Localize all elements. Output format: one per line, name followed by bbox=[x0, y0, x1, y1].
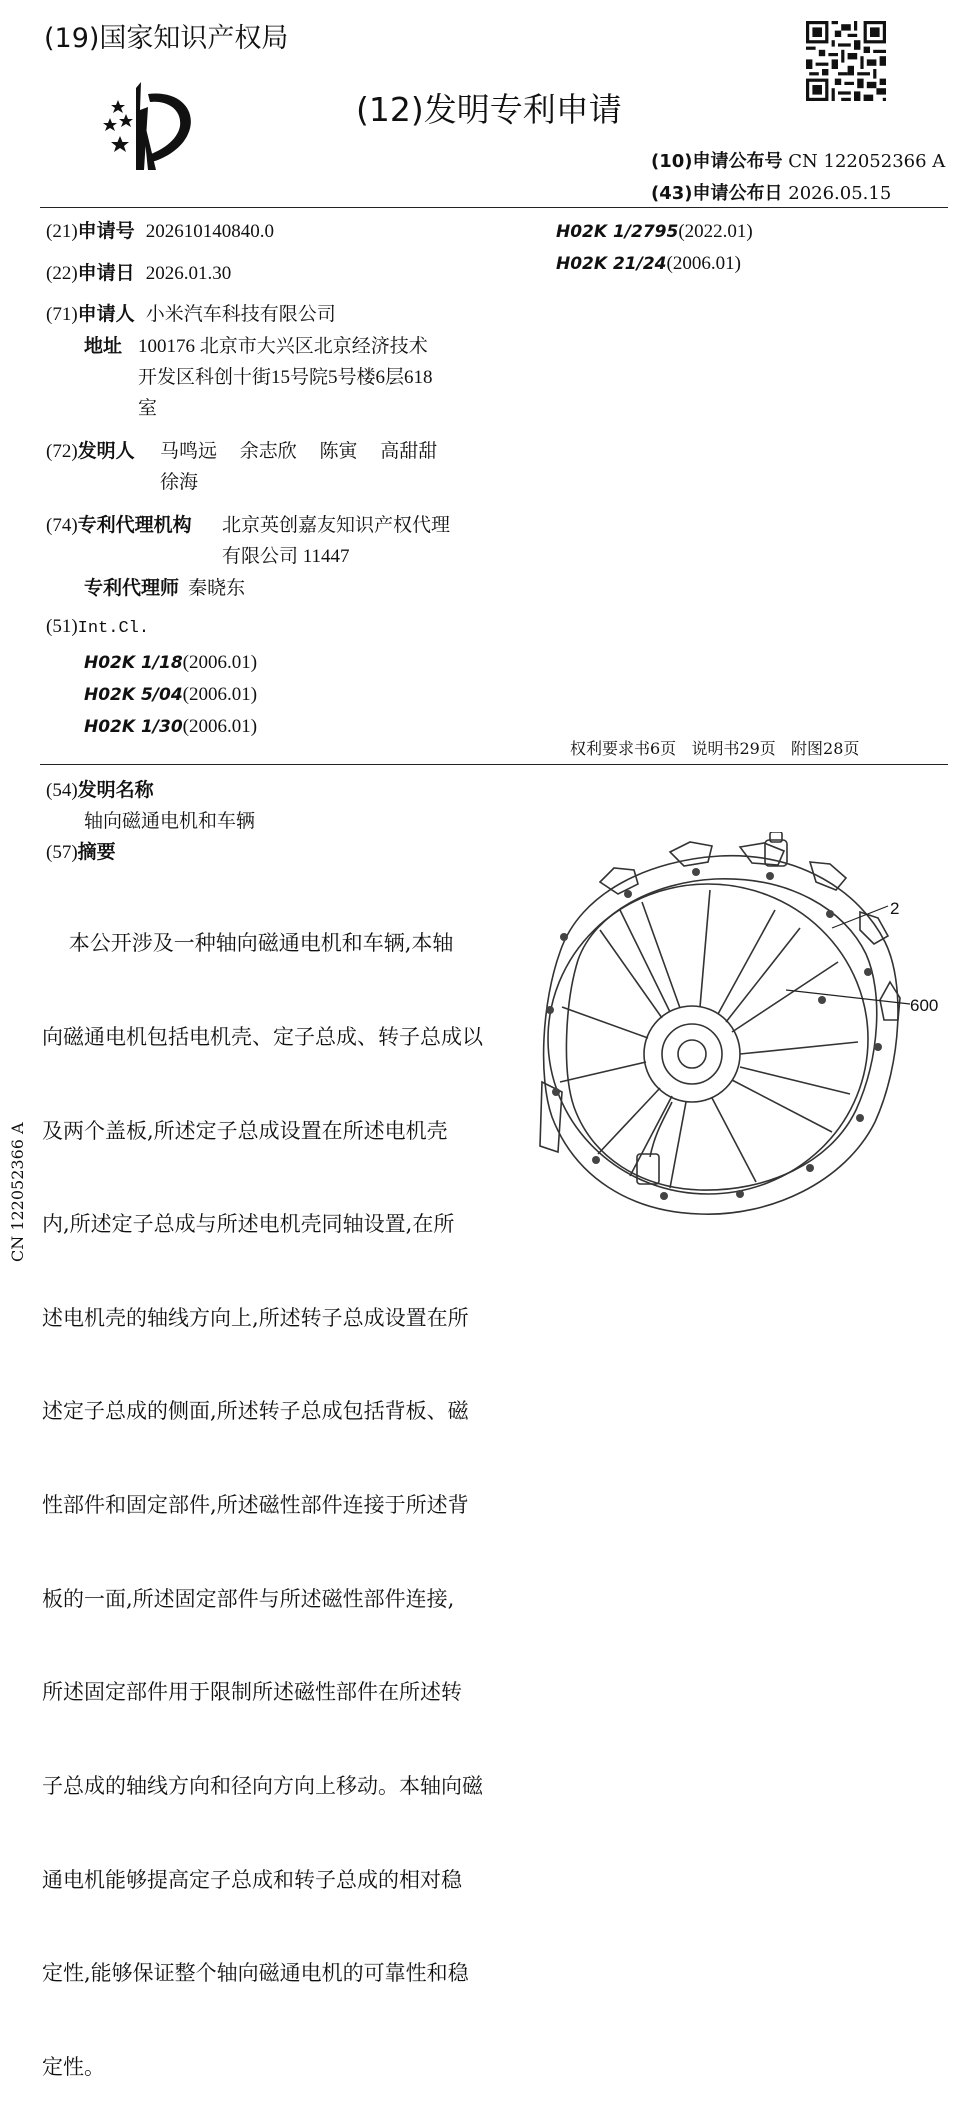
application-date-row bbox=[46, 258, 231, 285]
invention-title: 轴向磁通电机和车辆 bbox=[84, 811, 256, 832]
application-number: 202610140840.0 bbox=[145, 221, 275, 242]
address bbox=[138, 331, 433, 424]
abstract-line: 定性。 bbox=[42, 2054, 105, 2079]
field-code: (21) bbox=[46, 221, 78, 242]
abstract-line: 板的一面,所述固定部件与所述磁性部件连接, bbox=[42, 1586, 455, 1611]
agent-label: 专利代理师 bbox=[84, 577, 180, 599]
applicant-row bbox=[46, 299, 336, 326]
application-number-row bbox=[46, 216, 274, 243]
agency-line: 北京英创嘉友知识产权代理 bbox=[222, 515, 451, 536]
classification-entry bbox=[556, 216, 753, 248]
motor-figure bbox=[500, 832, 974, 1232]
abstract-line: 所述固定部件用于限制所述磁性部件在所述转 bbox=[42, 1680, 462, 1705]
inventor-names bbox=[160, 436, 437, 463]
section-rule bbox=[40, 764, 948, 765]
cnipa-logo bbox=[96, 82, 208, 174]
document-type: (12)发明专利申请 bbox=[356, 90, 622, 129]
figure-label-2: 2 bbox=[890, 899, 900, 918]
abstract-label: 摘要 bbox=[77, 841, 116, 863]
publication-number: CN 122052366 A bbox=[788, 151, 946, 172]
inventor-name: 陈寅 bbox=[319, 441, 358, 462]
classification-version: (2022.01) bbox=[678, 221, 753, 242]
publication-number-label: (10)申请公布号 bbox=[651, 151, 783, 172]
field-code: (72) bbox=[46, 441, 78, 462]
publication-number-row bbox=[651, 147, 945, 173]
classification-entry bbox=[84, 711, 257, 743]
classification-code: H02K 1/18 bbox=[84, 653, 183, 673]
qr-code bbox=[806, 21, 886, 101]
address-line: 室 bbox=[138, 398, 158, 419]
abstract-line: 本公开涉及一种轴向磁通电机和车辆,本轴 bbox=[42, 931, 454, 956]
classification-entry bbox=[84, 679, 257, 711]
classification-code: H02K 1/30 bbox=[84, 717, 183, 737]
classification-version: (2006.01) bbox=[182, 716, 258, 737]
application-number-label: 申请号 bbox=[77, 220, 135, 242]
abstract-line: 及两个盖板,所述定子总成设置在所述电机壳 bbox=[42, 1118, 448, 1143]
title-row bbox=[46, 775, 154, 802]
address-line: 100176 北京市大兴区北京经济技术 bbox=[138, 336, 428, 357]
field-code: (74) bbox=[46, 515, 78, 536]
inventors-row bbox=[46, 436, 135, 463]
application-date-label: 申请日 bbox=[77, 262, 135, 284]
applicant-name: 小米汽车科技有限公司 bbox=[145, 304, 336, 325]
classification-entry bbox=[84, 647, 257, 679]
classification-entry bbox=[556, 248, 753, 280]
agent-name: 秦晓东 bbox=[188, 578, 246, 599]
classification-code: H02K 1/2795 bbox=[556, 222, 679, 242]
inventor-name: 马鸣远 bbox=[160, 441, 218, 462]
abstract-text bbox=[42, 866, 483, 2114]
abstract-line: 子总成的轴线方向和径向方向上移动。本轴向磁 bbox=[42, 1773, 483, 1798]
publication-date-label: (43)申请公布日 bbox=[651, 183, 783, 204]
classification-code: H02K 5/04 bbox=[84, 685, 183, 705]
inventor-name: 高甜甜 bbox=[380, 441, 438, 462]
publication-date-row bbox=[651, 179, 891, 205]
agency-line: 有限公司 11447 bbox=[222, 546, 350, 567]
intcl-row bbox=[46, 616, 149, 638]
applicant-label: 申请人 bbox=[77, 303, 135, 325]
abstract-line: 定性,能够保证整个轴向磁通电机的可靠性和稳 bbox=[42, 1961, 469, 1986]
inventor-name: 余志欣 bbox=[239, 441, 297, 462]
abstract-line: 通电机能够提高定子总成和转子总成的相对稳 bbox=[42, 1867, 462, 1892]
abstract-row bbox=[46, 837, 116, 864]
publication-date: 2026.05.15 bbox=[788, 183, 892, 204]
address-label: 地址 bbox=[84, 335, 123, 357]
agent-row bbox=[84, 573, 245, 600]
intcl-label: Int.Cl. bbox=[77, 619, 150, 638]
application-date: 2026.01.30 bbox=[145, 263, 232, 284]
figure-label-600: 600 bbox=[910, 996, 939, 1015]
abstract-line: 述定子总成的侧面,所述转子总成包括背板、磁 bbox=[42, 1399, 469, 1424]
office-name: (19)国家知识产权局 bbox=[44, 23, 289, 54]
page-counts: 权利要求书6页 说明书29页 附图28页 bbox=[570, 739, 860, 758]
inventors-label: 发明人 bbox=[77, 440, 135, 462]
abstract-line: 述电机壳的轴线方向上,所述转子总成设置在所 bbox=[42, 1305, 469, 1330]
header-rule bbox=[40, 207, 948, 208]
title-label: 发明名称 bbox=[77, 779, 154, 801]
address-line: 开发区科创十街15号院5号楼6层618 bbox=[138, 367, 433, 388]
classification-version: (2006.01) bbox=[182, 652, 258, 673]
abstract-line: 向磁通电机包括电机壳、定子总成、转子总成以 bbox=[42, 1025, 483, 1050]
field-code: (22) bbox=[46, 263, 78, 284]
agency-label: 专利代理机构 bbox=[77, 514, 192, 536]
side-publication-number: CN 122052366 A bbox=[8, 1122, 27, 1262]
intcl-right-list bbox=[556, 216, 753, 280]
abstract-line: 性部件和固定部件,所述磁性部件连接于所述背 bbox=[42, 1493, 469, 1518]
field-code: (51) bbox=[46, 616, 78, 637]
field-code: (71) bbox=[46, 304, 78, 325]
classification-version: (2006.01) bbox=[182, 684, 258, 705]
agency-name bbox=[222, 510, 450, 572]
classification-version: (2006.01) bbox=[666, 253, 741, 274]
inventor-name: 徐海 bbox=[160, 472, 199, 493]
abstract-line: 内,所述定子总成与所述电机壳同轴设置,在所 bbox=[42, 1212, 455, 1237]
agency-row bbox=[46, 510, 192, 537]
field-code: (54) bbox=[46, 780, 78, 801]
intcl-left-list bbox=[84, 647, 257, 743]
field-code: (57) bbox=[46, 842, 78, 863]
classification-code: H02K 21/24 bbox=[556, 254, 667, 274]
